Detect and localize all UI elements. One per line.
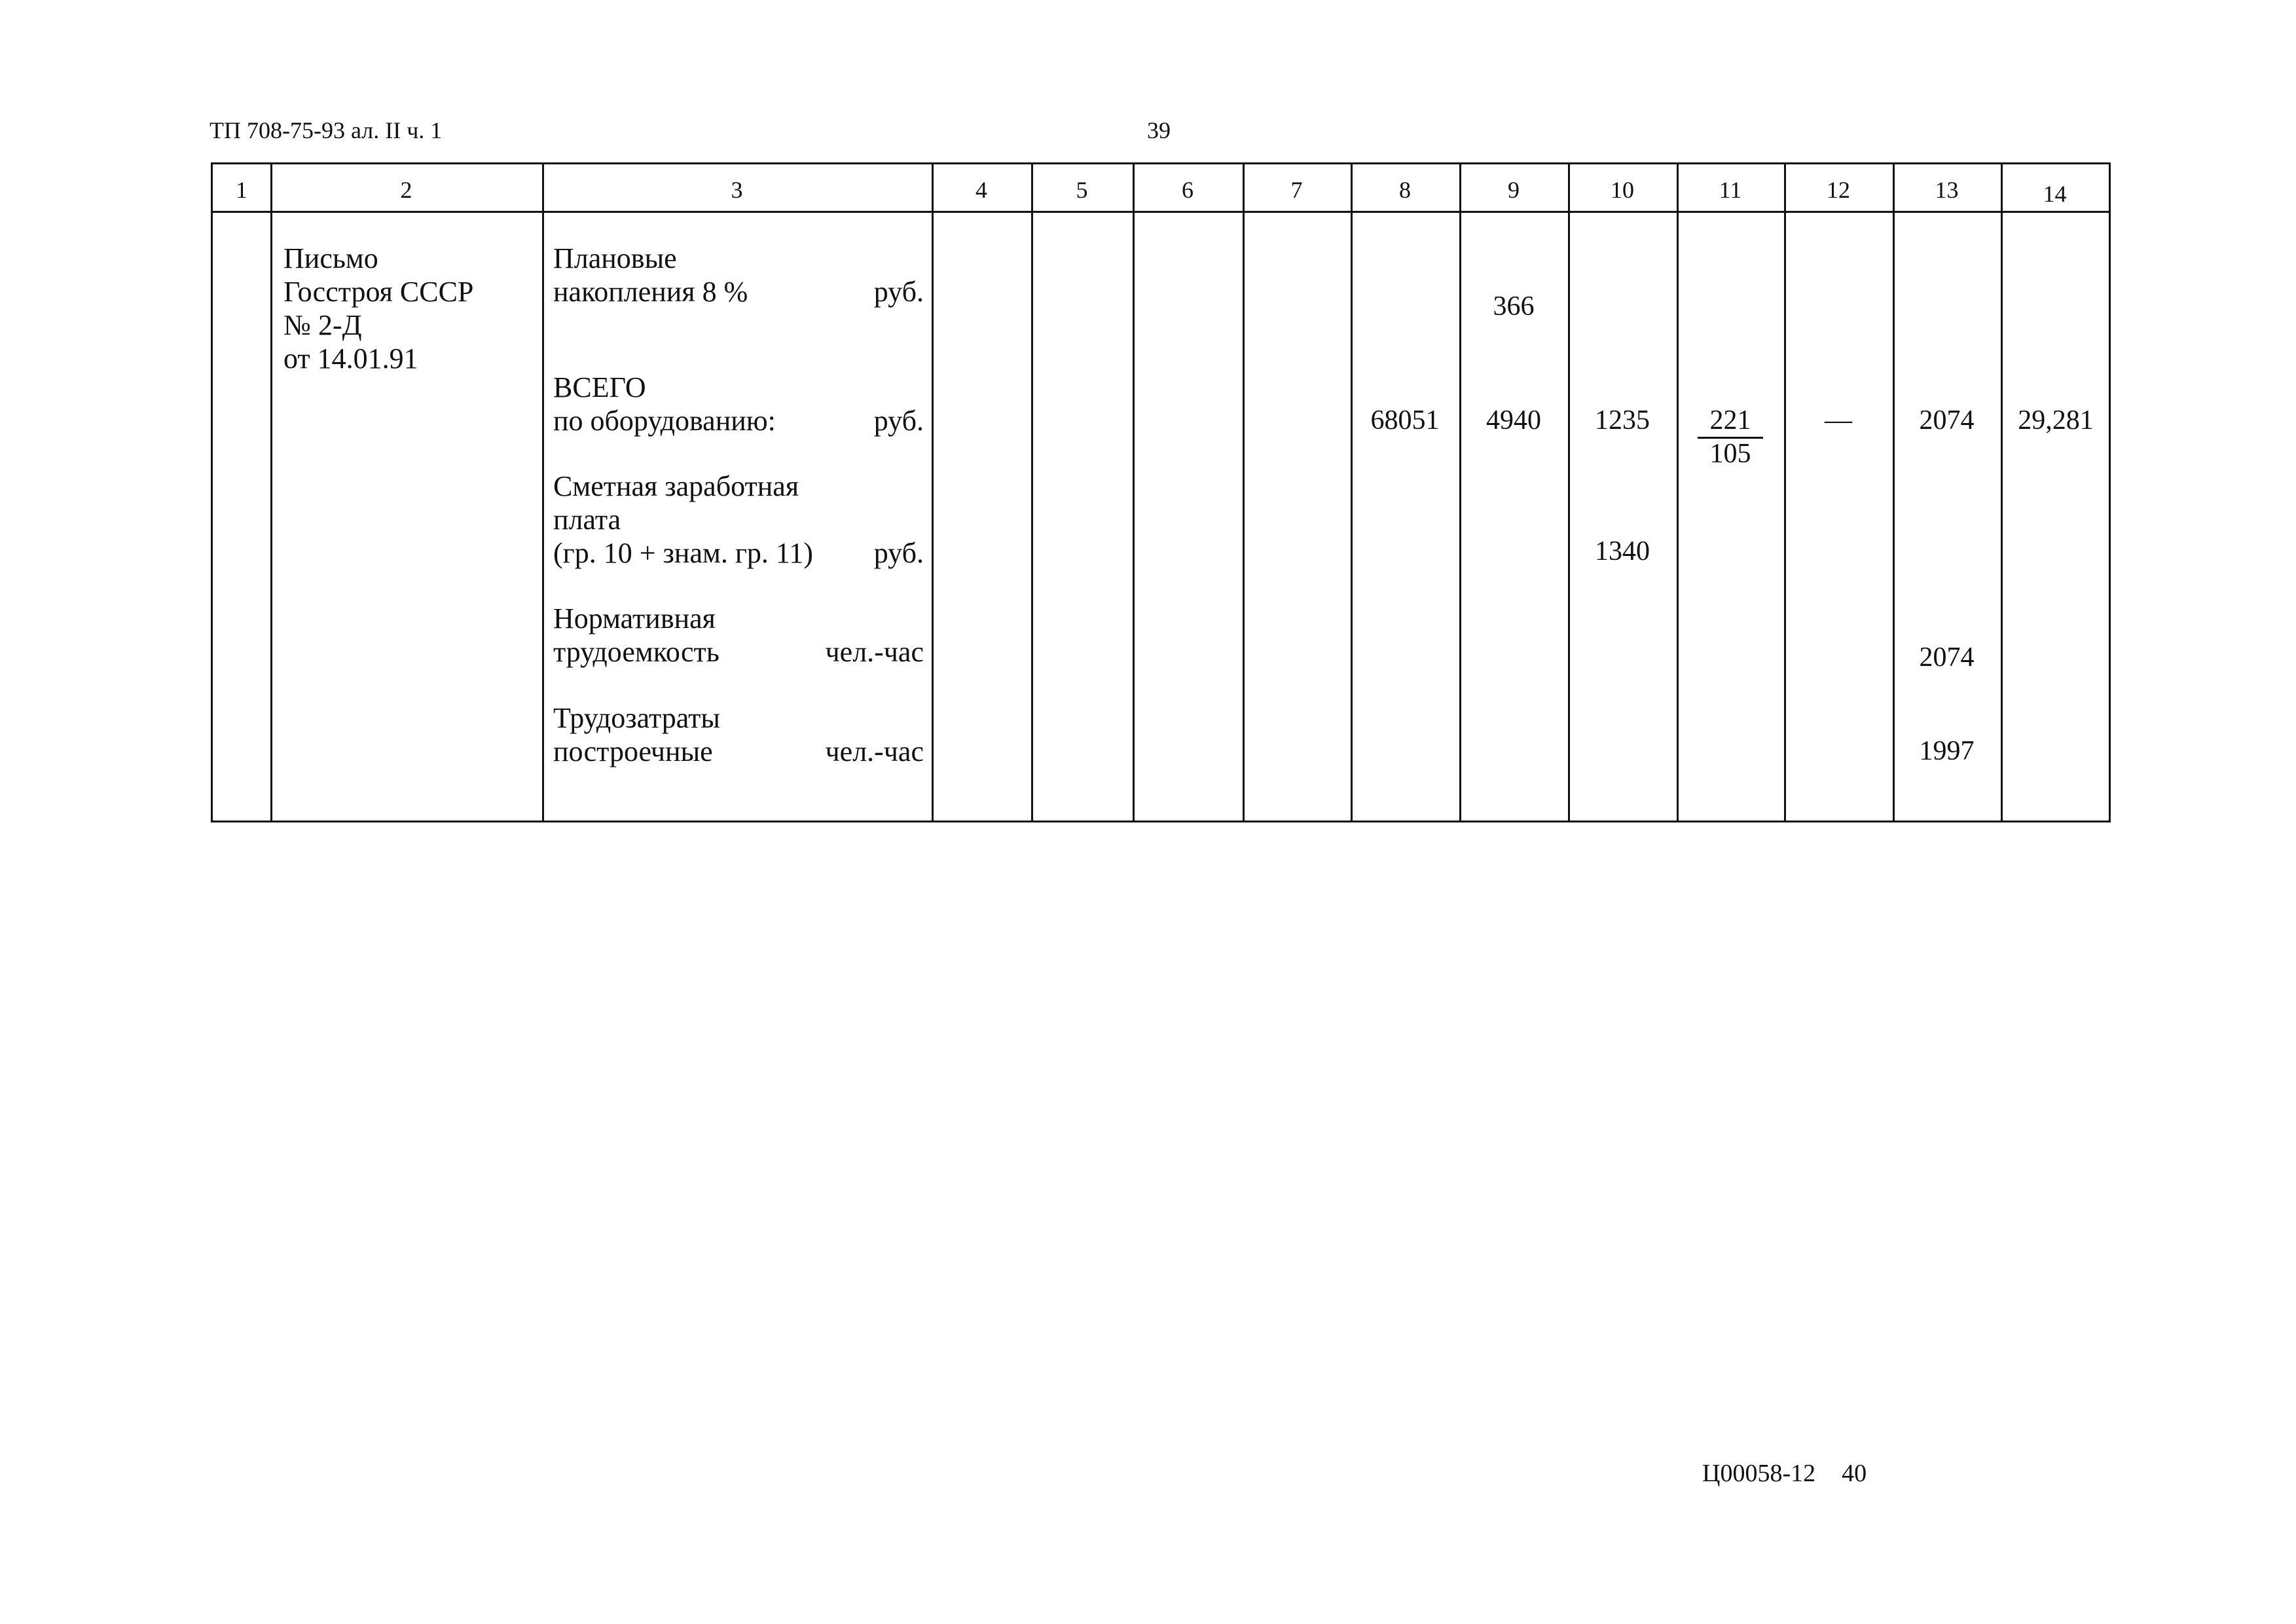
column-divider (1893, 164, 1895, 821)
column-number: 6 (1182, 177, 1194, 203)
row-label-site-labor (553, 701, 720, 768)
column-divider (1568, 164, 1570, 821)
cell-value: 1340 (1595, 536, 1650, 566)
column-number: 9 (1508, 177, 1520, 203)
source-document (283, 242, 473, 375)
page-number: 39 (1147, 117, 1171, 143)
column-divider (932, 164, 934, 821)
column-divider (1677, 164, 1679, 821)
row-unit: чел.-час (825, 735, 924, 767)
label-line: (гр. 10 + знам. гр. 11) (553, 537, 813, 569)
label-line: Нормативная (553, 602, 716, 635)
column-divider (270, 164, 272, 821)
column-divider (542, 164, 544, 821)
source-line: от 14.01.91 (283, 342, 418, 375)
column-divider (1133, 164, 1135, 821)
cell-value: 68051 (1370, 405, 1440, 435)
document-code: ТП 708-75-93 ал. II ч. 1 (210, 117, 443, 143)
row-unit: руб. (873, 537, 924, 569)
row-unit: руб. (873, 405, 924, 437)
cell-value: 4940 (1486, 405, 1541, 435)
label-line: плата (553, 504, 621, 536)
column-divider (1351, 164, 1353, 821)
label-line: по оборудованию: (553, 405, 776, 437)
column-divider (1031, 164, 1033, 821)
column-number: 2 (400, 177, 412, 203)
cell-value: 2074 (1919, 405, 1975, 435)
label-line: построечные (553, 735, 713, 767)
column-number: 10 (1611, 177, 1634, 203)
source-line: № 2-Д (283, 309, 362, 341)
column-divider (1459, 164, 1461, 821)
cell-value: 1235 (1595, 405, 1650, 435)
sheet-footer (1702, 1459, 1867, 1488)
column-divider (2001, 164, 2003, 821)
column-number: 13 (1935, 177, 1959, 203)
cell-value: 366 (1493, 291, 1535, 322)
column-number: 1 (236, 177, 247, 203)
estimate-table (211, 162, 2111, 822)
column-number: 14 (2043, 181, 2067, 207)
fraction-numerator: 221 (1698, 405, 1763, 439)
column-divider (1784, 164, 1786, 821)
row-label-total-equipment (553, 371, 776, 437)
row-unit: чел.-час (825, 636, 924, 668)
source-line: Письмо (283, 242, 378, 274)
row-label-labor-intensity (553, 602, 720, 669)
cell-value: 29,281 (2018, 405, 2094, 435)
row-label-estimated-wages (553, 470, 813, 570)
label-line: Трудозатраты (553, 702, 720, 734)
label-line: Сметная заработная (553, 470, 799, 502)
column-number: 12 (1827, 177, 1850, 203)
column-divider (1243, 164, 1245, 821)
cell-value: 2074 (1919, 642, 1975, 673)
column-number: 3 (731, 177, 743, 203)
row-label-planned-savings (553, 242, 748, 308)
column-number: 4 (975, 177, 987, 203)
sheet-code: Ц00058-12 (1702, 1460, 1816, 1487)
column-number: 8 (1399, 177, 1411, 203)
label-line: трудоемкость (553, 636, 720, 668)
cell-value: — (1825, 405, 1852, 435)
row-unit: руб. (873, 276, 924, 308)
fraction-value (1698, 405, 1763, 469)
label-line: накопления 8 % (553, 276, 748, 308)
label-line: Плановые (553, 242, 677, 274)
column-number: 5 (1076, 177, 1088, 203)
sheet-number: 40 (1842, 1460, 1867, 1487)
source-line: Госстроя СССР (283, 276, 474, 308)
cell-value: 1997 (1919, 736, 1975, 766)
header-divider (213, 211, 2109, 213)
fraction-denominator: 105 (1709, 439, 1751, 469)
label-line: ВСЕГО (553, 371, 646, 403)
column-number: 11 (1719, 177, 1742, 203)
column-number: 7 (1290, 177, 1303, 203)
